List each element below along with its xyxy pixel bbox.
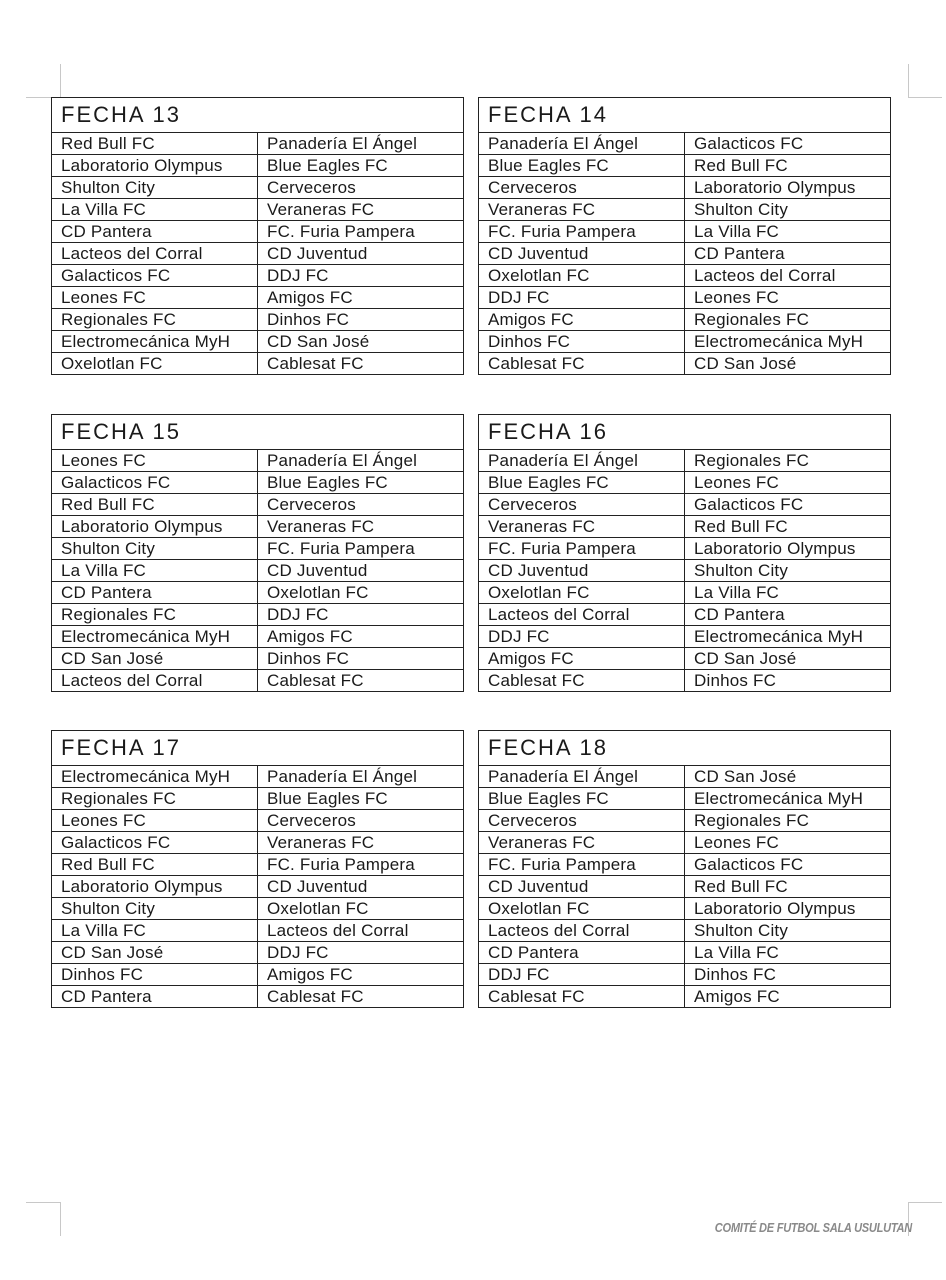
match-row: [52, 265, 464, 287]
match-row: [479, 353, 891, 375]
match-row: [479, 626, 891, 648]
home-team: Lacteos del Corral: [479, 604, 685, 626]
home-team: CD Pantera: [52, 582, 258, 604]
match-row: [479, 265, 891, 287]
away-team: DDJ FC: [258, 942, 464, 964]
match-row: [479, 309, 891, 331]
home-team: Panadería El Ángel: [479, 766, 685, 788]
home-team: Oxelotlan FC: [479, 898, 685, 920]
home-team: Cerveceros: [479, 810, 685, 832]
match-row: [52, 964, 464, 986]
away-team: Red Bull FC: [685, 516, 891, 538]
home-team: Laboratorio Olympus: [52, 876, 258, 898]
away-team: Dinhos FC: [258, 648, 464, 670]
away-team: Red Bull FC: [685, 876, 891, 898]
match-row: [479, 876, 891, 898]
away-team: CD Juventud: [258, 560, 464, 582]
home-team: CD Pantera: [479, 942, 685, 964]
home-team: Shulton City: [52, 538, 258, 560]
home-team: Red Bull FC: [52, 854, 258, 876]
footer-organization: COMITÉ DE FUTBOL SALA USULUTAN: [714, 1220, 912, 1235]
match-row: [52, 626, 464, 648]
match-row: [52, 560, 464, 582]
away-team: CD San José: [685, 648, 891, 670]
home-team: Oxelotlan FC: [479, 265, 685, 287]
away-team: Laboratorio Olympus: [685, 898, 891, 920]
away-team: Galacticos FC: [685, 494, 891, 516]
away-team: CD Juventud: [258, 243, 464, 265]
home-team: Electromecánica MyH: [52, 766, 258, 788]
home-team: FC. Furia Pampera: [479, 854, 685, 876]
match-row: [479, 199, 891, 221]
away-team: Shulton City: [685, 199, 891, 221]
fecha-table: [478, 730, 891, 1008]
home-team: Veraneras FC: [479, 832, 685, 854]
match-row: [479, 920, 891, 942]
away-team: Dinhos FC: [258, 309, 464, 331]
match-row: [479, 133, 891, 155]
home-team: Lacteos del Corral: [52, 243, 258, 265]
match-row: [479, 472, 891, 494]
match-row: [479, 582, 891, 604]
away-team: Oxelotlan FC: [258, 582, 464, 604]
away-team: La Villa FC: [685, 942, 891, 964]
crop-mark: [908, 64, 909, 98]
away-team: Shulton City: [685, 560, 891, 582]
home-team: Lacteos del Corral: [52, 670, 258, 692]
home-team: Blue Eagles FC: [479, 472, 685, 494]
home-team: CD Juventud: [479, 560, 685, 582]
away-team: Cablesat FC: [258, 353, 464, 375]
home-team: Cerveceros: [479, 177, 685, 199]
crop-mark: [60, 64, 61, 98]
home-team: DDJ FC: [479, 287, 685, 309]
away-team: Cablesat FC: [258, 670, 464, 692]
home-team: Leones FC: [52, 287, 258, 309]
match-row: [52, 516, 464, 538]
match-row: [479, 177, 891, 199]
home-team: Veraneras FC: [479, 516, 685, 538]
match-row: [52, 155, 464, 177]
fecha-table: [478, 414, 891, 692]
fecha-header-row: [479, 98, 891, 133]
home-team: Amigos FC: [479, 309, 685, 331]
away-team: CD Pantera: [685, 604, 891, 626]
home-team: FC. Furia Pampera: [479, 538, 685, 560]
home-team: CD Juventud: [479, 876, 685, 898]
home-team: DDJ FC: [479, 626, 685, 648]
away-team: Regionales FC: [685, 810, 891, 832]
home-team: Electromecánica MyH: [52, 331, 258, 353]
away-team: Electromecánica MyH: [685, 331, 891, 353]
crop-mark: [60, 1202, 61, 1236]
match-row: [52, 133, 464, 155]
away-team: Electromecánica MyH: [685, 626, 891, 648]
match-row: [52, 450, 464, 472]
home-team: DDJ FC: [479, 964, 685, 986]
fecha-title: FECHA 16: [479, 415, 891, 450]
home-team: Leones FC: [52, 450, 258, 472]
match-row: [479, 450, 891, 472]
away-team: Blue Eagles FC: [258, 155, 464, 177]
match-row: [479, 604, 891, 626]
away-team: Cerveceros: [258, 494, 464, 516]
crop-mark: [908, 1202, 942, 1203]
away-team: Cablesat FC: [258, 986, 464, 1008]
home-team: Cerveceros: [479, 494, 685, 516]
away-team: Blue Eagles FC: [258, 472, 464, 494]
match-row: [52, 243, 464, 265]
home-team: CD Pantera: [52, 986, 258, 1008]
fecha-table: [51, 730, 464, 1008]
home-team: Oxelotlan FC: [479, 582, 685, 604]
match-row: [52, 832, 464, 854]
home-team: Blue Eagles FC: [479, 155, 685, 177]
match-row: [479, 648, 891, 670]
match-row: [479, 331, 891, 353]
home-team: Regionales FC: [52, 788, 258, 810]
home-team: Red Bull FC: [52, 133, 258, 155]
home-team: Blue Eagles FC: [479, 788, 685, 810]
away-team: Amigos FC: [258, 964, 464, 986]
fecha-title: FECHA 14: [479, 98, 891, 133]
home-team: Cablesat FC: [479, 670, 685, 692]
fecha-header-row: [479, 415, 891, 450]
away-team: Lacteos del Corral: [258, 920, 464, 942]
home-team: Dinhos FC: [479, 331, 685, 353]
match-row: [479, 243, 891, 265]
home-team: Regionales FC: [52, 604, 258, 626]
home-team: Oxelotlan FC: [52, 353, 258, 375]
match-row: [52, 670, 464, 692]
match-row: [52, 854, 464, 876]
fecha-table: [51, 414, 464, 692]
match-row: [52, 810, 464, 832]
away-team: Shulton City: [685, 920, 891, 942]
home-team: Shulton City: [52, 177, 258, 199]
away-team: Oxelotlan FC: [258, 898, 464, 920]
away-team: Amigos FC: [685, 986, 891, 1008]
away-team: Dinhos FC: [685, 670, 891, 692]
away-team: FC. Furia Pampera: [258, 854, 464, 876]
match-row: [52, 942, 464, 964]
match-row: [479, 766, 891, 788]
away-team: Galacticos FC: [685, 133, 891, 155]
away-team: Laboratorio Olympus: [685, 177, 891, 199]
match-row: [479, 155, 891, 177]
match-row: [479, 538, 891, 560]
crop-mark: [908, 97, 942, 98]
match-row: [479, 221, 891, 243]
home-team: Veraneras FC: [479, 199, 685, 221]
home-team: La Villa FC: [52, 199, 258, 221]
away-team: Panadería El Ángel: [258, 133, 464, 155]
crop-mark: [26, 1202, 60, 1203]
away-team: Veraneras FC: [258, 832, 464, 854]
home-team: Leones FC: [52, 810, 258, 832]
match-row: [52, 287, 464, 309]
home-team: La Villa FC: [52, 920, 258, 942]
home-team: Red Bull FC: [52, 494, 258, 516]
match-row: [52, 309, 464, 331]
away-team: Leones FC: [685, 287, 891, 309]
away-team: Regionales FC: [685, 450, 891, 472]
match-row: [479, 516, 891, 538]
home-team: CD San José: [52, 942, 258, 964]
match-row: [52, 898, 464, 920]
match-row: [52, 648, 464, 670]
away-team: CD San José: [685, 353, 891, 375]
away-team: Panadería El Ángel: [258, 450, 464, 472]
home-team: Shulton City: [52, 898, 258, 920]
match-row: [479, 788, 891, 810]
away-team: Veraneras FC: [258, 199, 464, 221]
away-team: La Villa FC: [685, 582, 891, 604]
home-team: Panadería El Ángel: [479, 133, 685, 155]
fecha-table: [478, 97, 891, 375]
fecha-title: FECHA 18: [479, 731, 891, 766]
fecha-header-row: [479, 731, 891, 766]
away-team: Cerveceros: [258, 810, 464, 832]
match-row: [52, 472, 464, 494]
away-team: Lacteos del Corral: [685, 265, 891, 287]
match-row: [52, 494, 464, 516]
home-team: Galacticos FC: [52, 832, 258, 854]
away-team: Amigos FC: [258, 287, 464, 309]
fecha-title: FECHA 15: [52, 415, 464, 450]
match-row: [52, 199, 464, 221]
home-team: Cablesat FC: [479, 353, 685, 375]
fecha-header-row: [52, 415, 464, 450]
away-team: DDJ FC: [258, 265, 464, 287]
home-team: Regionales FC: [52, 309, 258, 331]
away-team: Panadería El Ángel: [258, 766, 464, 788]
match-row: [52, 604, 464, 626]
match-row: [479, 964, 891, 986]
match-row: [52, 876, 464, 898]
home-team: Lacteos del Corral: [479, 920, 685, 942]
away-team: Electromecánica MyH: [685, 788, 891, 810]
match-row: [52, 582, 464, 604]
fecha-title: FECHA 17: [52, 731, 464, 766]
home-team: La Villa FC: [52, 560, 258, 582]
away-team: Cerveceros: [258, 177, 464, 199]
match-row: [479, 287, 891, 309]
away-team: CD San José: [685, 766, 891, 788]
home-team: CD Juventud: [479, 243, 685, 265]
fecha-table: [51, 97, 464, 375]
match-row: [479, 670, 891, 692]
away-team: Regionales FC: [685, 309, 891, 331]
away-team: Veraneras FC: [258, 516, 464, 538]
home-team: Galacticos FC: [52, 472, 258, 494]
match-row: [479, 986, 891, 1008]
match-row: [479, 898, 891, 920]
match-row: [52, 353, 464, 375]
home-team: CD San José: [52, 648, 258, 670]
away-team: Leones FC: [685, 832, 891, 854]
match-row: [52, 986, 464, 1008]
home-team: Electromecánica MyH: [52, 626, 258, 648]
home-team: FC. Furia Pampera: [479, 221, 685, 243]
home-team: Amigos FC: [479, 648, 685, 670]
match-row: [479, 832, 891, 854]
away-team: Leones FC: [685, 472, 891, 494]
away-team: La Villa FC: [685, 221, 891, 243]
away-team: Galacticos FC: [685, 854, 891, 876]
home-team: CD Pantera: [52, 221, 258, 243]
home-team: Galacticos FC: [52, 265, 258, 287]
match-row: [52, 538, 464, 560]
away-team: DDJ FC: [258, 604, 464, 626]
home-team: Laboratorio Olympus: [52, 155, 258, 177]
away-team: CD San José: [258, 331, 464, 353]
away-team: CD Pantera: [685, 243, 891, 265]
match-row: [52, 331, 464, 353]
home-team: Panadería El Ángel: [479, 450, 685, 472]
away-team: Laboratorio Olympus: [685, 538, 891, 560]
fecha-header-row: [52, 731, 464, 766]
away-team: CD Juventud: [258, 876, 464, 898]
away-team: FC. Furia Pampera: [258, 221, 464, 243]
away-team: Blue Eagles FC: [258, 788, 464, 810]
home-team: Laboratorio Olympus: [52, 516, 258, 538]
away-team: Amigos FC: [258, 626, 464, 648]
home-team: Cablesat FC: [479, 986, 685, 1008]
match-row: [479, 854, 891, 876]
match-row: [52, 920, 464, 942]
away-team: FC. Furia Pampera: [258, 538, 464, 560]
match-row: [52, 221, 464, 243]
fecha-header-row: [52, 98, 464, 133]
match-row: [52, 766, 464, 788]
match-row: [479, 810, 891, 832]
match-row: [479, 560, 891, 582]
fecha-title: FECHA 13: [52, 98, 464, 133]
match-row: [479, 494, 891, 516]
away-team: Dinhos FC: [685, 964, 891, 986]
match-row: [52, 788, 464, 810]
match-row: [52, 177, 464, 199]
away-team: Red Bull FC: [685, 155, 891, 177]
match-row: [479, 942, 891, 964]
home-team: Dinhos FC: [52, 964, 258, 986]
